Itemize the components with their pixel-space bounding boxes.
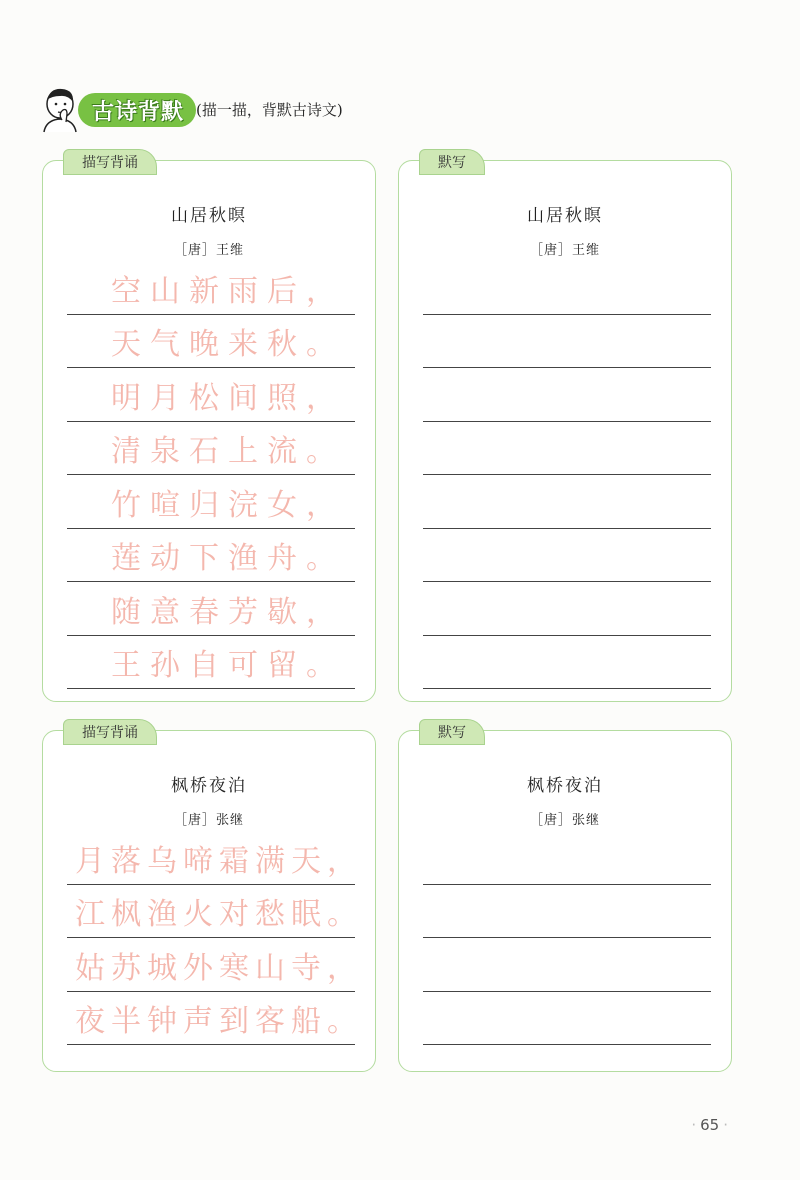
section-subtitle: (描一描，背默古诗文) bbox=[196, 101, 343, 119]
writing-line[interactable] bbox=[67, 368, 355, 422]
section-title: 古诗背默 bbox=[92, 99, 185, 125]
writing-line[interactable] bbox=[67, 636, 355, 690]
poem-author: ［唐］王维 bbox=[173, 243, 244, 258]
poem-author: ［唐］张继 bbox=[529, 813, 600, 828]
writing-line[interactable] bbox=[67, 315, 355, 369]
trace-text: 随意春芳歇， bbox=[111, 594, 345, 630]
dictation-lines bbox=[423, 261, 711, 689]
panel-tab: 默写 bbox=[419, 719, 485, 745]
trace-text: 姑苏城外寒山寺， bbox=[75, 950, 363, 986]
writing-line[interactable] bbox=[423, 475, 711, 529]
thinking-boy-icon bbox=[36, 86, 82, 134]
poem-author: ［唐］王维 bbox=[529, 243, 600, 258]
writing-line[interactable] bbox=[67, 261, 355, 315]
writing-line[interactable] bbox=[67, 422, 355, 476]
trace-text: 竹喧归浣女， bbox=[111, 487, 345, 523]
tracing-lines bbox=[67, 261, 355, 689]
panel-tab: 描写背诵 bbox=[63, 149, 157, 175]
section-title-badge bbox=[78, 93, 196, 127]
writing-line[interactable] bbox=[423, 938, 711, 992]
writing-line[interactable] bbox=[67, 529, 355, 583]
panel-tab: 默写 bbox=[419, 149, 485, 175]
dictation-panel-1 bbox=[398, 155, 732, 702]
dictation-lines bbox=[423, 831, 711, 1045]
writing-line[interactable] bbox=[423, 582, 711, 636]
poem-title: 枫桥夜泊 bbox=[527, 776, 603, 796]
writing-line[interactable] bbox=[423, 368, 711, 422]
page-number: · 65 · bbox=[687, 1116, 732, 1134]
section-header bbox=[36, 86, 496, 134]
poem-title: 山居秋暝 bbox=[527, 206, 603, 226]
trace-text: 明月松间照， bbox=[111, 380, 345, 416]
writing-line[interactable] bbox=[423, 992, 711, 1046]
writing-line[interactable] bbox=[423, 831, 711, 885]
trace-text: 天气晚来秋。 bbox=[111, 327, 345, 362]
writing-line[interactable] bbox=[67, 831, 363, 885]
trace-text: 江枫渔火对愁眠。 bbox=[75, 897, 363, 932]
tracing-panel-2 bbox=[42, 725, 376, 1072]
writing-line[interactable] bbox=[423, 636, 711, 690]
poem-title: 山居秋暝 bbox=[171, 206, 247, 226]
writing-line[interactable] bbox=[67, 938, 363, 992]
writing-line[interactable] bbox=[67, 885, 363, 939]
trace-text: 王孙自可留。 bbox=[111, 648, 345, 683]
trace-text: 莲动下渔舟。 bbox=[111, 541, 345, 576]
writing-line[interactable] bbox=[423, 422, 711, 476]
dictation-panel-2 bbox=[398, 725, 732, 1072]
trace-text: 月落乌啼霜满天， bbox=[75, 843, 363, 879]
tracing-lines bbox=[67, 831, 363, 1045]
writing-line[interactable] bbox=[423, 261, 711, 315]
panel-tab: 描写背诵 bbox=[63, 719, 157, 745]
writing-line[interactable] bbox=[67, 475, 355, 529]
poem-author: ［唐］张继 bbox=[173, 813, 244, 828]
trace-text: 夜半钟声到客船。 bbox=[75, 1004, 363, 1039]
tracing-panel-1 bbox=[42, 155, 376, 702]
writing-line[interactable] bbox=[423, 885, 711, 939]
trace-text: 清泉石上流。 bbox=[111, 434, 345, 469]
poem-title: 枫桥夜泊 bbox=[171, 776, 247, 796]
writing-line[interactable] bbox=[67, 992, 363, 1046]
trace-text: 空山新雨后， bbox=[111, 273, 345, 309]
writing-line[interactable] bbox=[67, 582, 355, 636]
writing-line[interactable] bbox=[423, 315, 711, 369]
writing-line[interactable] bbox=[423, 529, 711, 583]
